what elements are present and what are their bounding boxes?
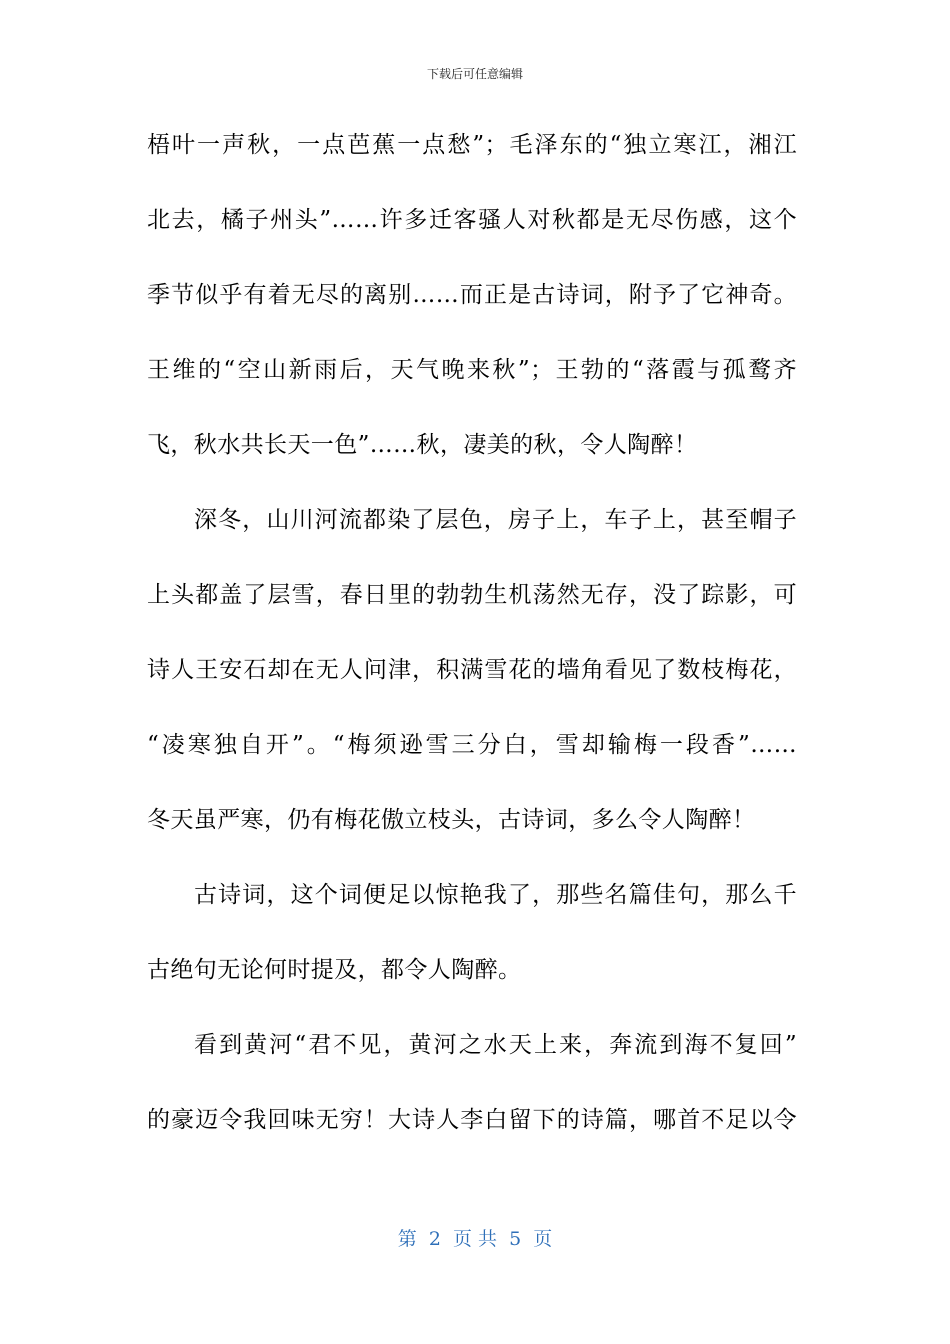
total-pages: 5 (509, 1228, 522, 1250)
paragraph-first-line: 看到黄河“君不见，黄河之水天上来，奔流到海不复回” (194, 1032, 797, 1058)
text-line: 王维的“空山新雨后，天气晚来秋”；王勃的“落霞与孤鹜齐 (147, 357, 797, 383)
page-header: 下载后可任意编辑 (426, 67, 523, 81)
document-body (147, 120, 797, 1170)
text-line: 梧叶一声秋，一点芭蕉一点愁”；毛泽东的“独立寒江，湘江 (147, 132, 797, 158)
text-line: 冬天虽严寒，仍有梅花傲立枝头，古诗词，多么令人陶醉！ (147, 807, 756, 833)
text-line: 诗人王安石却在无人问津，积满雪花的墙角看见了数枝梅花， (147, 657, 797, 683)
paragraph-first-line: 深冬，山川河流都染了层色，房子上，车子上，甚至帽子 (194, 507, 797, 533)
text-line: “凌寒独自开”。“梅须逊雪三分白，雪却输梅一段香”…… (147, 732, 797, 758)
text-line: 飞，秋水共长天一色”……秋，凄美的秋，令人陶醉！ (147, 432, 698, 458)
footer-mid: 页 共 (452, 1228, 498, 1250)
paragraph-first-line: 古诗词，这个词便足以惊艳我了，那些名篇佳句，那么千 (194, 882, 797, 908)
footer-prefix: 第 (397, 1228, 417, 1250)
page-footer (0, 1226, 950, 1252)
text-line: 北去，橘子州头”……许多迁客骚人对秋都是无尽伤感，这个 (147, 207, 797, 233)
footer-suffix: 页 (533, 1228, 553, 1250)
text-line: 古绝句无论何时提及，都令人陶醉。 (147, 957, 522, 983)
current-page-number: 2 (428, 1228, 441, 1250)
text-line: 的豪迈令我回味无穷！大诗人李白留下的诗篇，哪首不足以令 (147, 1107, 797, 1133)
text-line: 季节似乎有着无尽的离别……而正是古诗词，附予了它神奇。 (147, 282, 797, 308)
text-line: 上头都盖了层雪，春日里的勃勃生机荡然无存，没了踪影，可 (147, 582, 797, 608)
